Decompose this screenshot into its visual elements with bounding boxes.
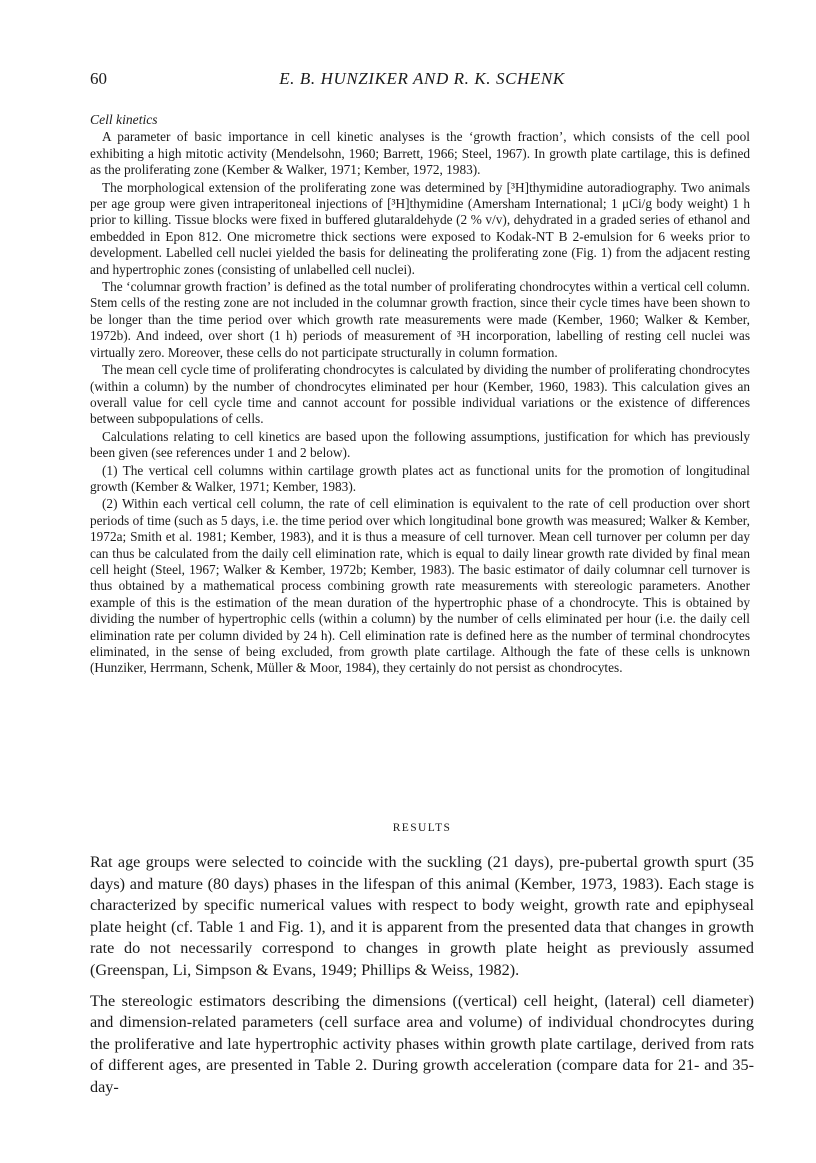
results-section xyxy=(90,852,754,1108)
assumption-item: (1) The vertical cell columns within cartilage growth plates act as functional units for the promotion of longitudinal growth (Kember & Walker, 1971; Kember, 1983). xyxy=(90,462,750,494)
cell-kinetics-paragraph: The mean cell cycle time of proliferating chondrocytes is calculated by dividing the number of proliferating chondrocytes (within a column) by the number of chondrocytes eliminated per hour (Kember, 1960, 1983). This calculation gives an overall value for cell cycle time and cannot account for possible individual variations or the existence of differences between subpopulations of cells. xyxy=(90,362,750,427)
cell-kinetics-paragraph: A parameter of basic importance in cell kinetic analyses is the ‘growth fraction’, which consists of the cell pool exhibiting a high mitotic activity (Mendelsohn, 1960; Barrett, 1966; Steel, 1967). In growth plate cartilage, this is defined as the proliferating zone (Kember & Walker, 1971; Kember, 1972, 1983). xyxy=(90,129,750,178)
cell-kinetics-paragraph: The ‘columnar growth fraction’ is defined as the total number of proliferating chondrocytes within a vertical cell column. Stem cells of the resting zone are not included in the columnar growth fraction, since their cycle times have been shown to be longer than the time period over which growth rate measurements were made (Kember, 1960; Walker & Kember, 1972b). And indeed, over short (1 h) periods of measurement of ³H incorporation, labelling of resting cell nuclei was virtually zero. Moreover, these cells do not participate structurally in column formation. xyxy=(90,279,750,360)
results-paragraph: The stereologic estimators describing the dimensions ((vertical) cell height, (lateral) cell diameter) and dimension-related parameters (cell surface area and volume) of individual chondrocytes during the proliferative and late hypertrophic activity phases within growth plate cartilage, derived from rats of different ages, are presented in Table 2. During growth acceleration (compare data for 21- and 35-day- xyxy=(90,991,754,1096)
running-title: E. B. HUNZIKER AND R. K. SCHENK xyxy=(279,69,565,88)
cell-kinetics-paragraph: The morphological extension of the proliferating zone was determined by [³H]thymidine autoradiography. Two animals per age group were given intraperitoneal injections of [³H]thymidine (Amersham International; 1 μCi/g body weight) 1 h prior to killing. Tissue blocks were fixed in buffered glutaraldehyde (2 % v/v), dehydrated in a graded series of ethanol and embedded in Epon 812. One micrometre thick sections were exposed to Kodak-NT B 2-emulsion for 6 weeks prior to development. Labelled cell nuclei yielded the basis for delineating the proliferating zone (Fig. 1) from the adjacent resting and hypertrophic zones (consisting of unlabelled cell nuclei). xyxy=(90,179,750,277)
cell-kinetics-heading: Cell kinetics xyxy=(90,112,158,127)
assumption-item: (2) Within each vertical cell column, the rate of cell elimination is equivalent to the rate of cell production over short periods of time (such as 5 days, i.e. the time period over which longitudinal bone growth was measured; Walker & Kember, 1972a; Smith et al. 1981; Kember, 1983), and it is thus a measure of cell turnover. Mean cell turnover per column per day can thus be calculated from the daily cell elimination rate, which is equal to daily linear growth rate divided by final mean cell height (Steel, 1967; Walker & Kember, 1972b; Kember, 1983). The basic estimator of daily columnar cell turnover is thus obtained by a mathematical process combining growth rate measurements with stereologic parameters. Another example of this is the estimation of the mean duration of the hypertrophic phase of a chondrocyte. This is obtained by dividing the number of hypertrophic cells (within a column) by the number of cells eliminated per hour (i.e. the daily cell elimination rate per column divided by 24 h). Cell elimination rate is defined here as the number of terminal chondrocytes eliminated, in the sense of being excluded, from growth plate cartilage. Although the fate of these cells is unknown (Hunziker, Herrmann, Schenk, Müller & Moor, 1984), they certainly do not persist as chondrocytes. xyxy=(90,496,750,676)
results-heading: RESULTS xyxy=(392,822,452,834)
page-number: 60 xyxy=(90,69,107,88)
cell-kinetics-paragraph: Calculations relating to cell kinetics are based upon the following assumptions, justification for which has previously been given (see references under 1 and 2 below). xyxy=(90,428,750,461)
running-head xyxy=(90,69,754,93)
cell-kinetics-section xyxy=(90,112,750,678)
results-paragraph: Rat age groups were selected to coincide with the suckling (21 days), pre-pubertal growth spurt (35 days) and mature (80 days) phases in the lifespan of this animal (Kember, 1973, 1983). Each stage is characterized by specific numerical values with respect to body weight, growth rate and epiphyseal plate height (cf. Table 1 and Fig. 1), and it is apparent from the presented data that changes in growth rate do not necessarily correspond to changes in growth plate height as previously assumed (Greenspan, Li, Simpson & Evans, 1949; Phillips & Weiss, 1982). xyxy=(90,853,754,979)
